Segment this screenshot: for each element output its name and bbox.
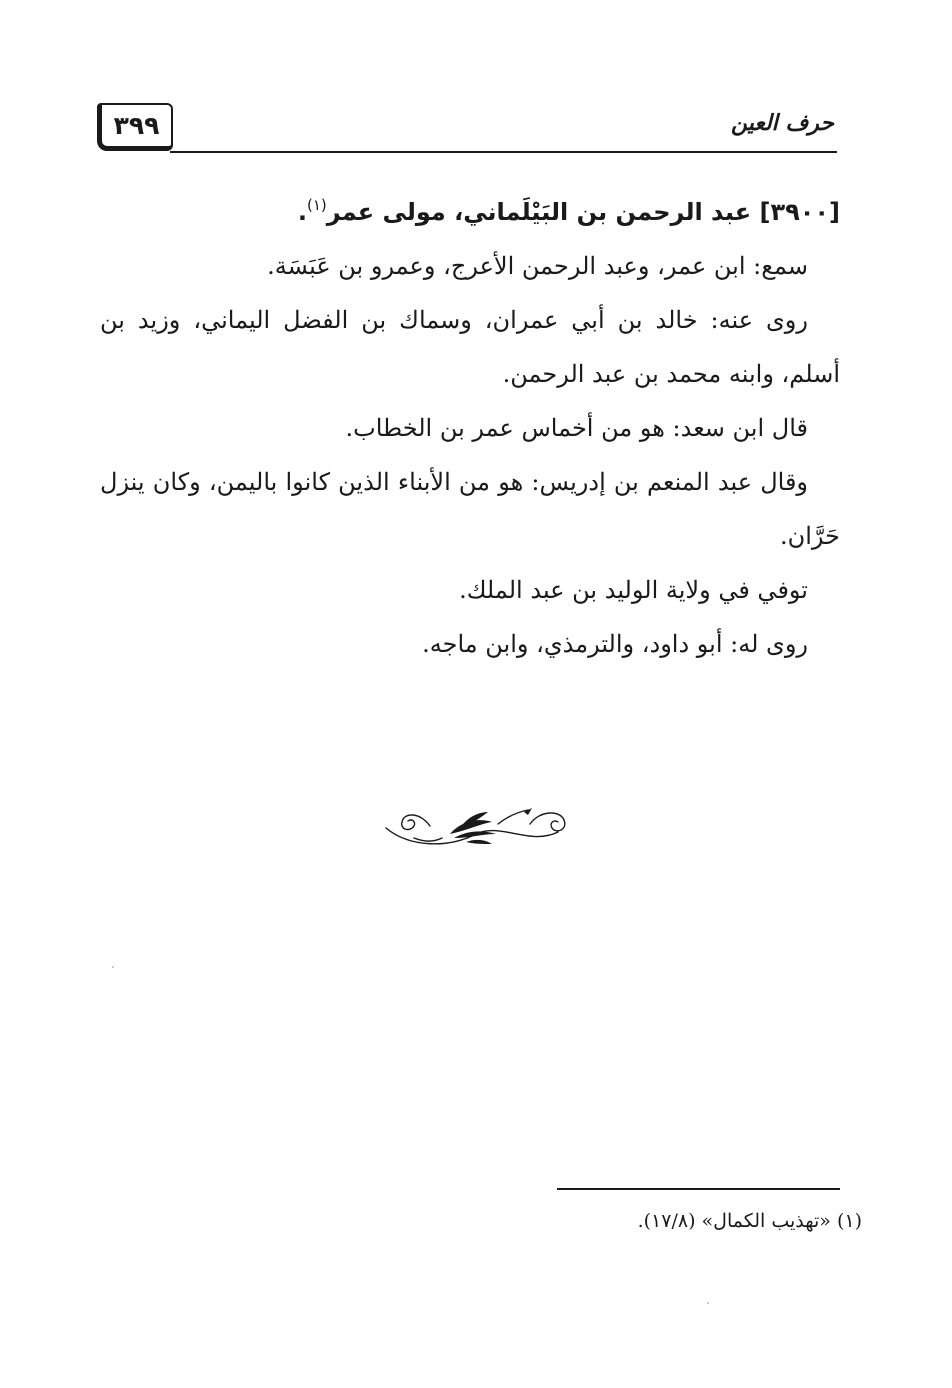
footnote-reference: (١): [306, 196, 327, 214]
entry-body: [100, 178, 840, 671]
footnote-1: (١) «تهذيب الكمال» (١٧/٨).: [637, 1210, 862, 1232]
footnote-rule: [557, 1188, 840, 1190]
paragraph-ibn-sad: قال ابن سعد: هو من أخماس عمر بن الخطاب.: [345, 414, 808, 442]
paragraph-death: توفي في ولاية الوليد بن عبد الملك.: [459, 576, 808, 604]
header-rule: [170, 151, 837, 153]
entry-heading-period: .: [297, 198, 307, 226]
paragraph-narrated-by: روى عنه: خالد بن أبي عمران، وسماك بن الفضل اليماني، وزيد بن أسلم، وابنه محمد بن عبد الرحمن.: [100, 306, 840, 388]
chapter-title: حرف العين: [730, 110, 834, 136]
page-number: ٣٩٩: [113, 111, 160, 140]
scan-speck: [707, 1302, 709, 1304]
scan-speck: [112, 966, 114, 968]
entry-heading-text: [٣٩٠٠] عبد الرحمن بن البَيْلَماني، مولى عمر: [326, 198, 840, 226]
paragraph-abd-al-munim: وقال عبد المنعم بن إدريس: هو من الأبناء الذين كانوا باليمن، وكان ينزل حَرَّان.: [100, 468, 840, 550]
paragraph-heard-from: سمع: ابن عمر، وعبد الرحمن الأعرج، وعمرو بن عَبَسَة.: [267, 252, 808, 280]
entry-heading: [100, 178, 840, 239]
floral-divider-icon: [380, 798, 580, 858]
paragraph-narrated-for: روى له: أبو داود، والترمذي، وابن ماجه.: [422, 630, 808, 658]
page-number-box: [97, 103, 173, 151]
